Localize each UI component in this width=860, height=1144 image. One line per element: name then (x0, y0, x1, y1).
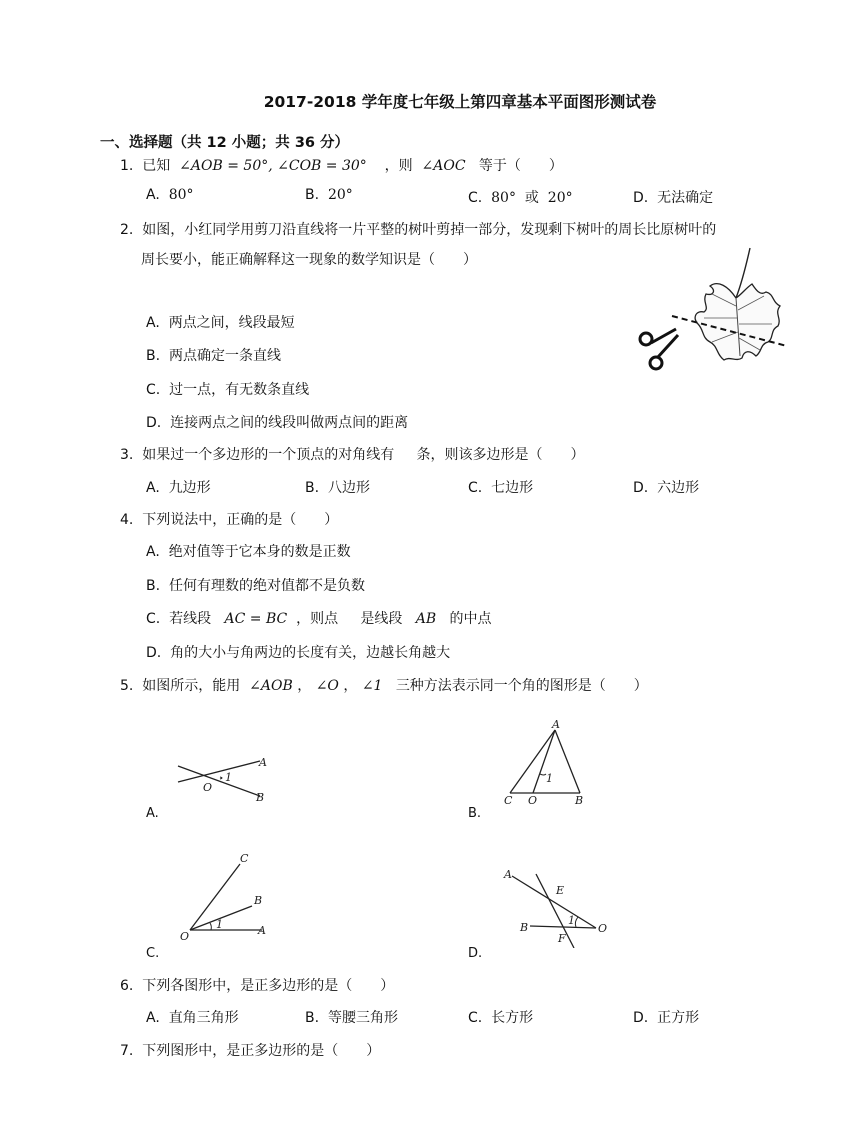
option-b[interactable] (146, 345, 281, 365)
question-text: 等于（ ） (478, 158, 563, 174)
question-text: 下列图形中，是正多边形的是（ ） (142, 1043, 381, 1059)
math-expression: AB (415, 611, 437, 627)
option-text: 过一点，有无数条直线 (169, 382, 310, 398)
point-label-a: A (258, 924, 266, 937)
math-expression: ∠AOC (421, 158, 466, 174)
option-text: 两点之间，线段最短 (168, 315, 295, 331)
option-text: 任何有理数的绝对值都不是负数 (168, 578, 365, 594)
question-number: 3. (120, 447, 134, 463)
option-label: D. (146, 415, 162, 431)
question-number: 5. (120, 678, 134, 694)
option-text: 六边形 (657, 480, 700, 496)
question-text: 三种方法表示同一个角的图形是（ ） (395, 678, 648, 694)
option-c[interactable] (468, 1007, 533, 1027)
option-text: ，则点 (296, 611, 339, 627)
math-expression: ∠1 (361, 678, 383, 694)
question-text: 下列各图形中，是正多边形的是（ ） (142, 978, 395, 994)
point-label-o: O (528, 794, 538, 807)
question-number: 2. (120, 222, 134, 238)
option-b[interactable] (305, 187, 353, 203)
option-c[interactable] (468, 187, 573, 207)
option-text: 80° (491, 190, 516, 206)
option-d[interactable] (633, 1007, 699, 1027)
option-label: D. (633, 480, 649, 496)
question-6 (120, 975, 394, 995)
question-text: 已知 (142, 158, 171, 174)
question-text: 如图，小红同学用剪刀沿直线将一片平整的树叶剪掉一部分，发现剩下树叶的周长比原树叶的 (142, 222, 717, 238)
option-label: C. (146, 382, 161, 398)
option-c[interactable] (146, 608, 492, 628)
option-label: D. (633, 1010, 649, 1026)
math-expression: ∠AOB (249, 678, 293, 694)
point-label-o: O (598, 922, 608, 935)
option-text: 长方形 (491, 1010, 534, 1026)
angle-label-1: 1 (546, 772, 553, 785)
option-text: 七边形 (491, 480, 534, 496)
option-text: 或 (524, 190, 539, 206)
option-d[interactable] (146, 642, 450, 662)
point-label-a: A (504, 868, 512, 881)
option-a[interactable] (146, 477, 211, 497)
question-2 (120, 219, 716, 239)
option-label: A. (146, 187, 160, 203)
option-d[interactable] (633, 187, 713, 207)
point-label-c: C (240, 852, 249, 865)
option-text: 是线段 (360, 611, 403, 627)
math-expression: ∠AOB = 50°, ∠COB = 30° (179, 158, 367, 174)
option-text: 连接两点之间的线段叫做两点间的距离 (170, 415, 409, 431)
option-a[interactable] (146, 312, 295, 332)
option-b[interactable] (305, 1007, 398, 1027)
option-text: 八边形 (327, 480, 370, 496)
question-text: 下列说法中，正确的是（ ） (142, 512, 339, 528)
angle-label-1: 1 (216, 918, 223, 931)
point-label-a: A (259, 756, 267, 769)
figure-a[interactable] (170, 748, 280, 808)
option-text: 两点确定一条直线 (168, 348, 281, 364)
option-a[interactable] (146, 187, 194, 203)
option-b[interactable] (146, 575, 365, 595)
option-text: 正方形 (657, 1010, 700, 1026)
math-expression: ∠O (315, 678, 339, 694)
question-number: 6. (120, 978, 134, 994)
option-c[interactable] (146, 379, 309, 399)
option-a[interactable] (146, 541, 351, 561)
question-7 (120, 1040, 380, 1060)
point-label-o: O (203, 781, 213, 794)
question-3 (120, 444, 585, 464)
question-number: 7. (120, 1043, 134, 1059)
figure-d-label: D. (468, 946, 483, 961)
question-text: ， (343, 678, 358, 694)
option-label: C. (146, 611, 161, 627)
option-label: B. (305, 480, 320, 496)
option-d[interactable] (633, 477, 699, 497)
option-text: 20° (327, 187, 353, 203)
figure-a-label: A. (146, 806, 159, 821)
option-text: 80° (168, 187, 194, 203)
point-label-f: F (558, 932, 566, 945)
scissors-icon (634, 325, 680, 375)
question-1 (120, 155, 563, 175)
point-label-o: O (180, 930, 190, 943)
question-text: 如图所示，能用 (142, 678, 241, 694)
option-label: B. (305, 187, 320, 203)
option-a[interactable] (146, 1007, 239, 1027)
question-5 (120, 675, 648, 695)
figure-b-label: B. (468, 806, 482, 821)
option-text: 若线段 (169, 611, 212, 627)
option-label: A. (146, 1010, 160, 1026)
option-label: B. (305, 1010, 320, 1026)
option-text: 20° (547, 190, 573, 206)
option-label: A. (146, 315, 160, 331)
option-label: C. (468, 1010, 483, 1026)
question-text: 条，则该多边形是（ ） (416, 447, 585, 463)
figure-c-label: C. (146, 946, 160, 961)
angle-label-1: 1 (225, 771, 232, 784)
figure-c[interactable] (176, 852, 276, 944)
option-text: 无法确定 (657, 190, 714, 206)
option-text: 直角三角形 (168, 1010, 239, 1026)
question-4 (120, 509, 338, 529)
option-text: 九边形 (168, 480, 211, 496)
question-text: 如果过一个多边形的一个顶点的对角线有 (142, 447, 395, 463)
option-label: B. (146, 348, 161, 364)
page-title: 2017-2018 学年度七年级上第四章基本平面图形测试卷 (263, 93, 657, 111)
option-b[interactable] (305, 477, 370, 497)
math-expression: AC = BC (224, 611, 288, 627)
point-label-b: B (254, 894, 263, 907)
option-label: B. (146, 578, 161, 594)
option-label: D. (146, 645, 162, 661)
option-label: A. (146, 480, 160, 496)
point-label-b: B (256, 791, 265, 804)
figure-b[interactable] (500, 718, 600, 808)
option-text: 绝对值等于它本身的数是正数 (168, 544, 351, 560)
point-label-b: B (520, 921, 529, 934)
point-label-c: C (504, 794, 513, 807)
question-number: 1. (120, 158, 134, 174)
option-c[interactable] (468, 477, 533, 497)
option-d[interactable] (146, 412, 408, 432)
option-label: C. (468, 190, 483, 206)
point-label-a: A (552, 718, 560, 731)
point-label-b: B (575, 794, 584, 807)
option-label: A. (146, 544, 160, 560)
angle-label-1: 1 (568, 914, 575, 927)
section-heading: 一、选择题（共 12 小题；共 36 分） (100, 135, 350, 151)
question-text: ，则 (384, 158, 413, 174)
question-2-line-2: 周长要小，能正确解释这一现象的数学知识是（ ） (141, 252, 477, 268)
figure-d[interactable] (500, 864, 615, 948)
option-label: C. (468, 480, 483, 496)
question-text: ， (297, 678, 312, 694)
point-label-e: E (556, 884, 565, 897)
question-number: 4. (120, 512, 134, 528)
option-text: 角的大小与角两边的长度有关，边越长角越大 (170, 645, 451, 661)
option-label: D. (633, 190, 649, 206)
option-text: 的中点 (449, 611, 492, 627)
option-text: 等腰三角形 (327, 1010, 398, 1026)
